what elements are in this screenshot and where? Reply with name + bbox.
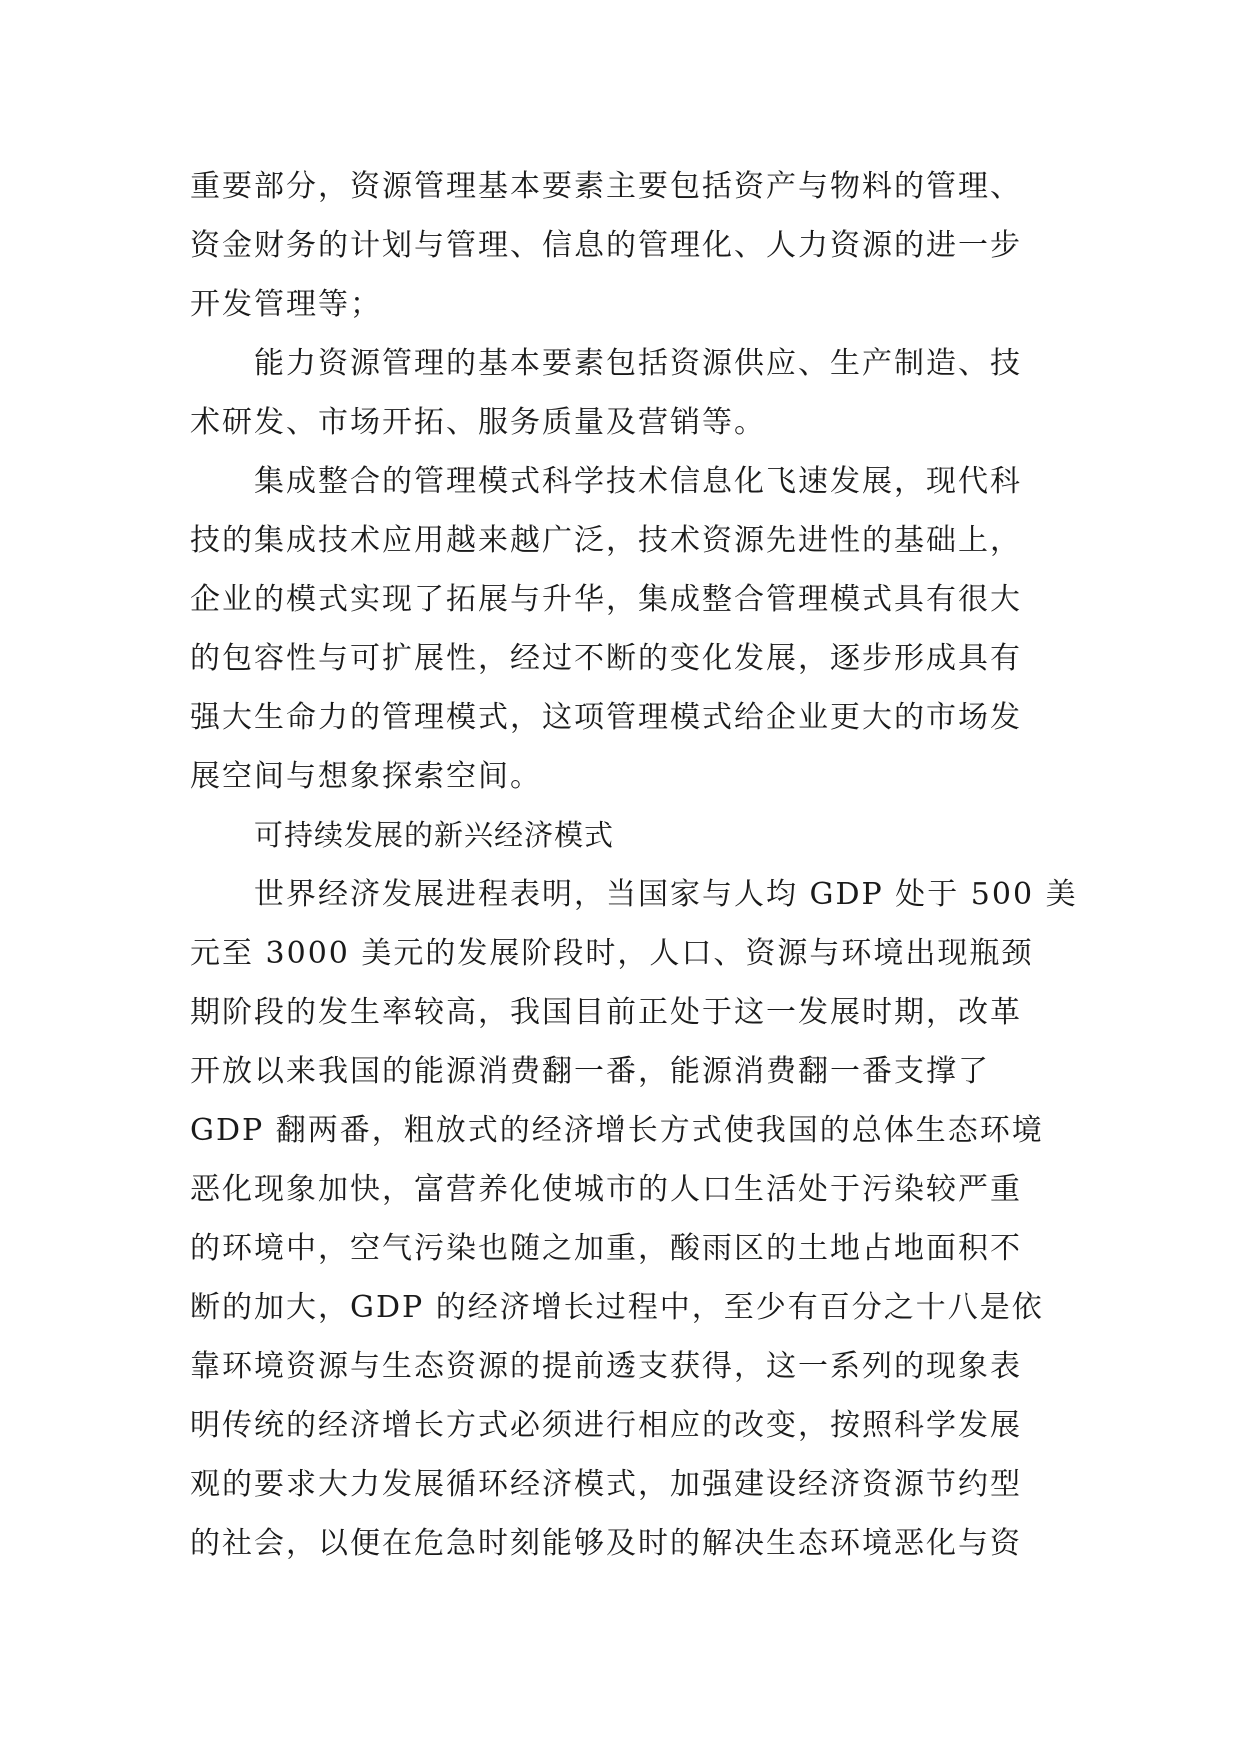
paragraph-first-line: 集成整合的管理模式科学技术信息化飞速发展，现代科 (254, 464, 1022, 499)
text-line: 开发管理等； (190, 287, 382, 322)
document-body (190, 157, 1078, 1573)
text-line: 开放以来我国的能源消费翻一番，能源消费翻一番支撑了 (190, 1054, 990, 1089)
text-line: 期阶段的发生率较高，我国目前正处于这一发展时期，改革 (190, 995, 1022, 1030)
text-line: 断的加大，GDP 的经济增长过程中，至少有百分之十八是依 (190, 1290, 1044, 1325)
text-line: 企业的模式实现了拓展与升华，集成整合管理模式具有很大 (190, 582, 1022, 617)
text-line: 元至 3000 美元的发展阶段时，人口、资源与环境出现瓶颈 (190, 936, 1034, 971)
text-line: GDP 翻两番，粗放式的经济增长方式使我国的总体生态环境 (190, 1113, 1044, 1148)
text-line: 明传统的经济增长方式必须进行相应的改变，按照科学发展 (190, 1408, 1022, 1443)
text-line: 的环境中，空气污染也随之加重，酸雨区的土地占地面积不 (190, 1231, 1022, 1266)
text-line: 重要部分，资源管理基本要素主要包括资产与物料的管理、 (190, 169, 1022, 204)
section-heading: 可持续发展的新兴经济模式 (254, 818, 615, 852)
text-line: 恶化现象加快，富营养化使城市的人口生活处于污染较严重 (190, 1172, 1022, 1207)
paragraph-first-line: 世界经济发展进程表明，当国家与人均 GDP 处于 500 美 (254, 877, 1078, 912)
text-line: 技的集成技术应用越来越广泛，技术资源先进性的基础上， (190, 523, 1022, 558)
text-line: 术研发、市场开拓、服务质量及营销等。 (190, 405, 766, 440)
text-line: 的包容性与可扩展性，经过不断的变化发展，逐步形成具有 (190, 641, 1022, 676)
paragraph-first-line: 能力资源管理的基本要素包括资源供应、生产制造、技 (254, 346, 1022, 381)
text-line: 的社会，以便在危急时刻能够及时的解决生态环境恶化与资 (190, 1526, 1022, 1561)
text-line: 观的要求大力发展循环经济模式，加强建设经济资源节约型 (190, 1467, 1022, 1502)
text-line: 展空间与想象探索空间。 (190, 759, 542, 794)
text-line: 靠环境资源与生态资源的提前透支获得，这一系列的现象表 (190, 1349, 1022, 1384)
text-line: 资金财务的计划与管理、信息的管理化、人力资源的进一步 (190, 228, 1022, 263)
text-line: 强大生命力的管理模式，这项管理模式给企业更大的市场发 (190, 700, 1022, 735)
